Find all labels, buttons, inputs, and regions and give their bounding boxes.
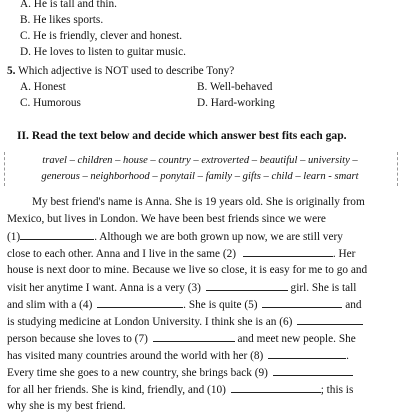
passage-line-3 <box>7 229 343 244</box>
section-heading: II. Read the text below and decide which answer best fits each gap. <box>17 129 347 142</box>
gap-2-blank[interactable] <box>243 246 333 257</box>
passage-line-9 <box>7 331 356 346</box>
gap-10-blank[interactable] <box>231 382 321 393</box>
q5-option-b: B. Well-behaved <box>197 81 273 93</box>
passage-line-12 <box>7 382 353 397</box>
question-number: 5. <box>7 65 16 77</box>
gap-1-blank[interactable] <box>20 229 94 240</box>
passage-text: Every time she goes to a new country, she brings back (9) <box>7 367 268 379</box>
gap-7-blank[interactable] <box>153 331 235 342</box>
passage-text: . Her <box>332 248 356 260</box>
passage-line-1: My best friend's name is Anna. She is 19 years old. She is originally from <box>32 196 365 208</box>
passage-line-5: house is next door to mine. Because we live so close, it is easy for me to go and <box>7 264 368 276</box>
q4-option-b: B. He likes sports. <box>20 14 104 26</box>
q5-option-d: D. Hard-working <box>197 97 275 109</box>
passage-text: close to each other. Anna and I live in the same (2) <box>7 248 236 260</box>
passage-line-7 <box>7 297 362 312</box>
question-5 <box>7 64 234 78</box>
passage-text: visit her anytime I want. Anna is a very (3) <box>7 282 201 294</box>
passage-line-10 <box>7 348 349 363</box>
passage-text: ; this is <box>320 384 354 396</box>
gap-8-blank[interactable] <box>268 348 346 359</box>
passage-text: girl. She is tall <box>290 282 357 294</box>
passage-line-8 <box>7 314 363 329</box>
q4-option-d: D. He loves to listen to guitar music. <box>20 46 186 58</box>
passage-text: person because she loves to (7) <box>7 333 148 345</box>
passage-text: . Although we are both grown up now, we are still very <box>94 231 343 243</box>
gap-5-blank[interactable] <box>262 297 342 308</box>
gap-6-blank[interactable] <box>297 314 363 325</box>
q4-option-c: C. He is friendly, clever and honest. <box>20 30 183 42</box>
passage-text: . <box>346 350 349 362</box>
q4-option-a: A. He is tall and thin. <box>20 0 117 10</box>
gap-4-blank[interactable] <box>97 297 183 308</box>
q5-option-c: C. Humorous <box>20 97 81 109</box>
q5-option-a: A. Honest <box>20 81 66 93</box>
passage-line-4 <box>7 246 355 261</box>
gap-3-blank[interactable] <box>206 280 288 291</box>
gap-number-1: (1) <box>7 231 21 243</box>
word-bank-line-1: travel – children – house – country – extroverted – beautiful – university – <box>42 155 358 166</box>
question-text: Which adjective is NOT used to describe Tony? <box>18 65 235 77</box>
gap-9-blank[interactable] <box>273 365 353 376</box>
word-bank-line-2: generous – neighborhood – ponytail – family – gifts – child – learn - smart <box>41 171 359 182</box>
passage-text: is studying medicine at London University. I think she is an (6) <box>7 316 293 328</box>
passage-line-13: why she is my best friend. <box>7 400 126 412</box>
passage-line-2: Mexico, but lives in London. We have been best friends since we were <box>7 213 326 225</box>
passage-text: and meet new people. She <box>237 333 356 345</box>
passage-line-11 <box>7 365 353 380</box>
passage-text: and <box>345 299 362 311</box>
passage-text: and slim with a (4) <box>7 299 93 311</box>
passage-text: . She is quite (5) <box>183 299 258 311</box>
passage-line-6 <box>7 280 356 295</box>
passage-text: has visited many countries around the world with her (8) <box>7 350 264 362</box>
passage-text: for all her friends. She is kind, friendly, and (10) <box>7 384 226 396</box>
